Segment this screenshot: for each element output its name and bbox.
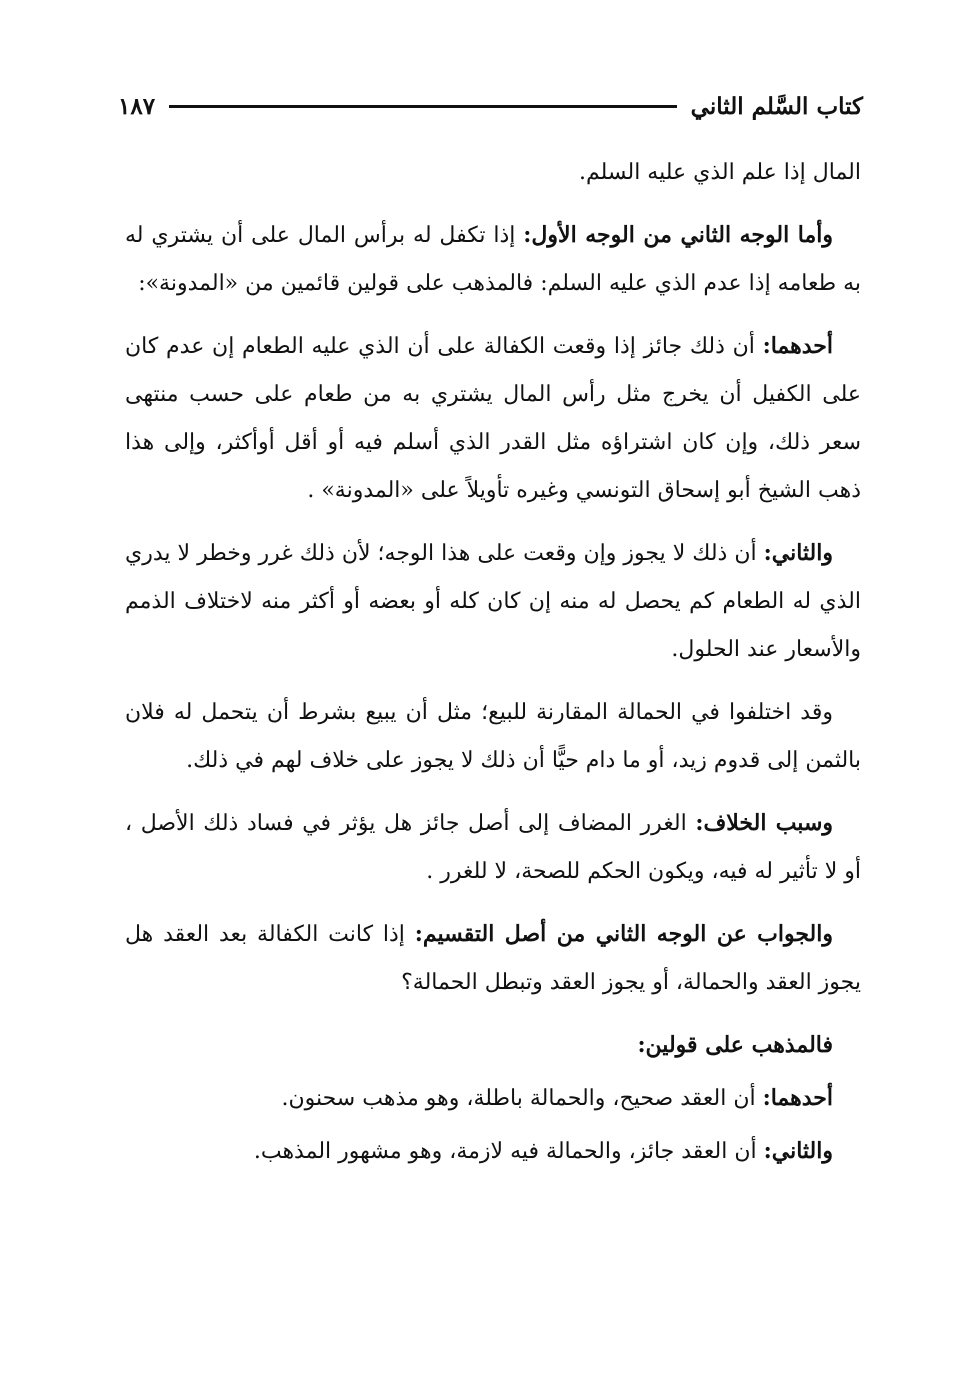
header-title: كتاب السَّلم الثاني	[690, 92, 863, 120]
paragraph	[125, 1021, 861, 1070]
body-text	[125, 148, 861, 1180]
paragraph-text: أن ذلك لا يجوز وإن وقعت على هذا الوجه؛ لأن ذلك غرر وخطر لا يدري الذي له الطعام كم يحصل له منه إن كان كله أو بعضه أو أكثر منه لاختلاف الذمم والأسعار عند الحلول.	[125, 541, 861, 662]
paragraph-term: وسبب الخلاف:	[695, 810, 833, 836]
paragraph-term: أحدهما:	[762, 1085, 833, 1111]
paragraph-text: وقد اختلفوا في الحمالة المقارنة للبيع؛ مثل أن يبيع بشرط أن يتحمل له فلان بالثمن إلى قدوم زيد، أو ما دام حيًّا أن ذلك لا يجوز على خلاف لهم في ذلك.	[125, 700, 861, 773]
paragraph-text: أن ذلك جائز إذا وقعت الكفالة على أن الذي عليه الطعام إن عدم كان على الكفيل أن يخرج مثل رأس المال يشتري به من طعام على حسب منتهى سعر ذلك، وإن كان اشتراؤه مثل القدر الذي أسلم فيه أو أقل أوأكثر، وإلى هذا ذهب الشيخ أبو إسحاق التونسي وغيره تأويلاً على «المدونة» .	[125, 334, 861, 503]
paragraph-text: أن العقد جائز، والحمالة فيه لازمة، وهو مشهور المذهب.	[253, 1139, 757, 1164]
paragraph-term: والثاني:	[763, 540, 833, 566]
paragraph-term: فالمذهب على قولين:	[637, 1032, 833, 1058]
paragraph-text: إذا كانت الكفالة بعد العقد هل يجوز العقد والحمالة، أو يجوز العقد وتبطل الحمالة؟	[125, 922, 861, 995]
paragraph	[125, 910, 861, 1007]
paragraph-text: إذا تكفل له برأس المال على أن يشتري له به طعامه إذا عدم الذي عليه السلم: فالمذهب على قولين قائمين من «المدونة»:	[125, 223, 861, 296]
paragraph-term: والثاني:	[763, 1138, 833, 1164]
running-header	[118, 88, 863, 124]
page-number: ١٨٧	[118, 92, 156, 120]
paragraph	[125, 322, 861, 515]
paragraph-term: والجواب عن الوجه الثاني من أصل التقسيم:	[414, 921, 834, 947]
paragraph	[125, 148, 861, 197]
header-rule	[169, 105, 677, 108]
paragraph-text: الغرر المضاف إلى أصل جائز هل يؤثر في فساد ذلك الأصل ، أو لا تأثير له فيه، ويكون الحكم للصحة، لا للغرر .	[125, 811, 861, 884]
paragraph	[125, 211, 861, 308]
paragraph	[125, 688, 861, 785]
paragraph	[125, 799, 861, 896]
paragraph	[125, 529, 861, 674]
paragraph	[125, 1074, 861, 1123]
paragraph-text: المال إذا علم الذي عليه السلم.	[578, 160, 861, 185]
paragraph	[125, 1127, 861, 1176]
paragraph-term: أحدهما:	[762, 333, 833, 359]
paragraph-term: وأما الوجه الثاني من الوجه الأول:	[523, 222, 833, 248]
paragraph-text: أن العقد صحيح، والحمالة باطلة، وهو مذهب سحنون.	[281, 1086, 756, 1111]
